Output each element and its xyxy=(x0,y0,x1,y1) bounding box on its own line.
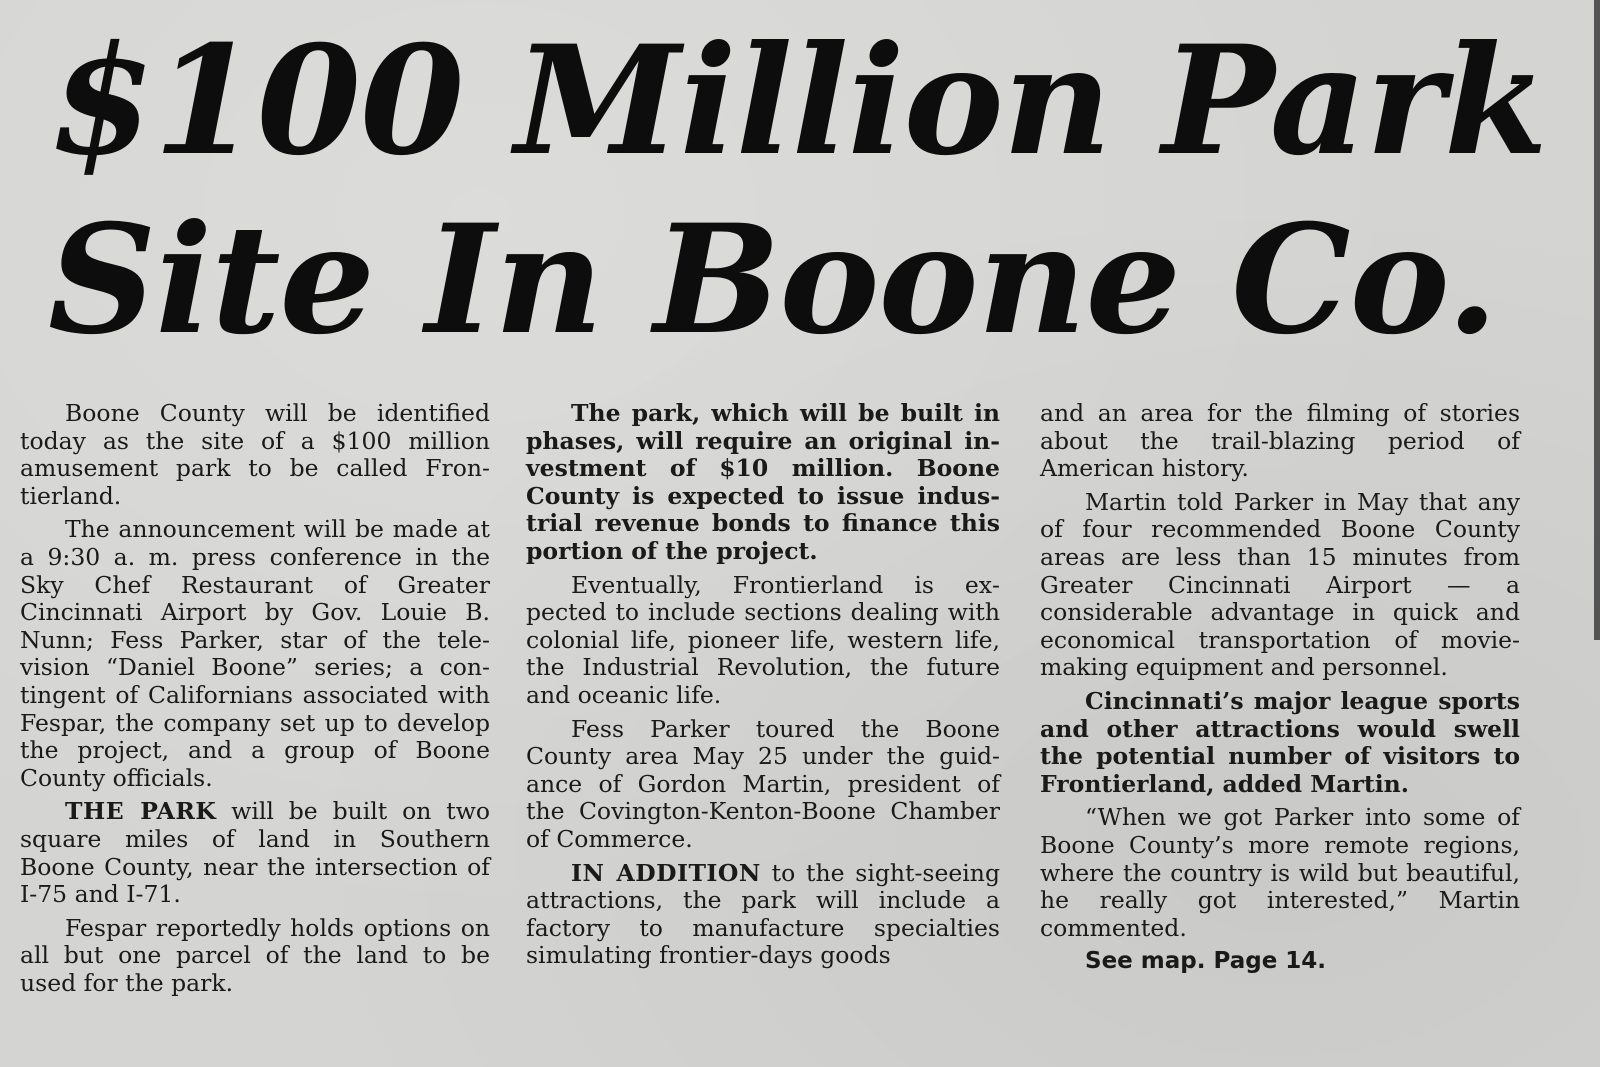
paragraph: Martin told Parker in May that any of four recommended Boone County areas are less than 15 minutes from Greater Cincinnati Airport — a considerable advantage in quick and economical transportation of movie-making equipment and personnel. xyxy=(1040,487,1520,682)
article-column-2 xyxy=(526,400,1000,976)
see-map-reference: See map. Page 14. xyxy=(1085,948,1327,975)
paragraph: Boone County will be identified today as the site of a $100 million amusement park to be called Frontierland. xyxy=(20,399,490,510)
paragraph: Eventually, Frontierland is expected to include sections dealing with colonial life, pioneer life, western life, the Industrial Revolution, the future and oceanic life. xyxy=(526,570,1000,709)
article-column-3 xyxy=(1040,400,1520,982)
paragraph: The announcement will be made at a 9:30 a. m. press conference in the Sky Chef Restaurant of Greater Cincinnati Airport by Gov. Louie B. Nunn; Fess Parker, star of the television “Daniel Boone” series; a contingent of Californians associated with Fespar, the company set up to develop the project, and a group of Boone County officials. xyxy=(20,515,490,792)
paragraph xyxy=(20,798,490,908)
paragraph: Fespar reportedly holds options on all but one parcel of the land to be used for the park. xyxy=(20,913,490,997)
article-column-1 xyxy=(20,400,490,1003)
paragraph-lead-in: THE PARK xyxy=(65,797,217,826)
paragraph-text: to the sight-seeing attractions, the park will include a factory to manufacture specialties simulating frontier-days goods xyxy=(526,858,1000,970)
paragraph: and an area for the filming of stories about the trail-blazing period of American history. xyxy=(1040,399,1520,483)
paragraph: Fess Parker toured the Boone County area May 25 under the guidance of Gordon Martin, president of the Covington-Kenton-Boone Chamber of Commerce. xyxy=(526,714,1000,853)
headline-line-1: $100 Million Park xyxy=(50,13,1547,189)
headline-line-2: Site In Boone Co. xyxy=(48,192,1498,368)
paragraph-lead-in: IN ADDITION xyxy=(571,858,761,887)
page-edge xyxy=(1594,0,1600,640)
paragraph: The park, which will be built in phases, will require an original investment of $10 million. Boone County is expected to issue industrial revenue bonds to finance this portion of the project. xyxy=(526,399,1000,565)
paragraph: “When we got Parker into some of Boone County’s more remote regions, where the country is wild but beautiful, he really got interested,” Martin commented. xyxy=(1040,803,1520,942)
paragraph xyxy=(526,860,1000,970)
paragraph: Cincinnati’s major league sports and other attractions would swell the potential number of visitors to Frontierland, added Martin. xyxy=(1040,686,1520,798)
paragraph-text: will be built on two square miles of land in Southern Boone County, near the intersection of I-75 and I-71. xyxy=(20,797,490,909)
